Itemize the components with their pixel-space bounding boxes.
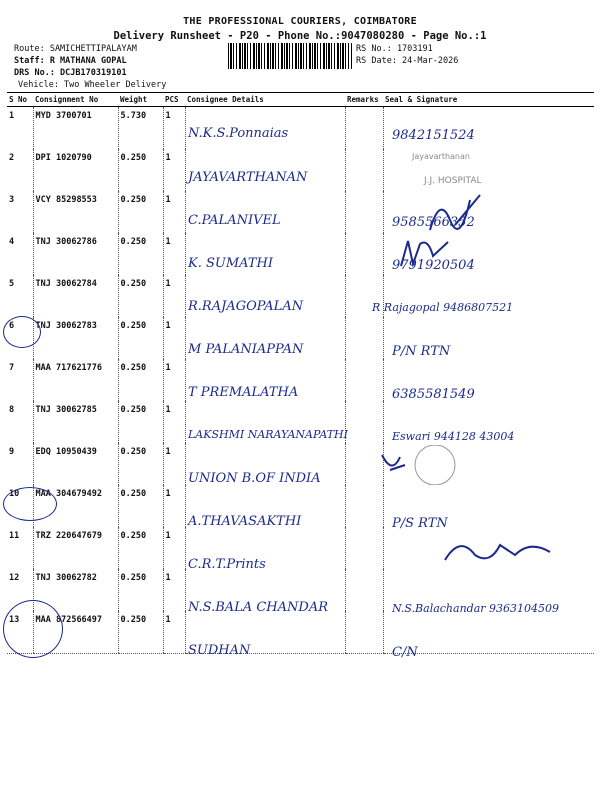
consignee-handwriting: SUDHAN	[188, 643, 251, 658]
col-remarks: Remarks	[345, 93, 383, 107]
weight: 0.250	[118, 443, 163, 485]
row-6-circle	[3, 316, 41, 348]
col-weight: Weight	[118, 93, 163, 107]
serial-number: 5	[9, 279, 15, 289]
consignment-number: TNJ 30062786	[33, 233, 118, 275]
consignment-number: MAA 717621776	[33, 359, 118, 401]
weight: 0.250	[118, 611, 163, 654]
weight: 0.250	[118, 317, 163, 359]
consignment-number: TRZ 220647679	[33, 527, 118, 569]
consignment-number: TNJ 30062784	[33, 275, 118, 317]
remarks-cell	[345, 191, 383, 233]
consignee-handwriting: JAYAVARTHANAN	[188, 170, 308, 185]
serial-number: 8	[9, 405, 15, 415]
consignee-handwriting: N.S.BALA CHANDAR	[188, 600, 328, 615]
consignment-number: MYD 3700701	[33, 107, 118, 150]
drs-number: DRS No.: DCJB170319101	[14, 68, 127, 78]
barcode	[228, 43, 352, 69]
table-row	[7, 359, 594, 401]
col-signature: Seal & Signature	[383, 93, 594, 107]
consignee-handwriting: LAKSHMI NARAYANAPATHI	[188, 428, 348, 441]
remarks-cell	[345, 149, 383, 191]
weight: 0.250	[118, 569, 163, 611]
serial-number: 9	[9, 447, 15, 457]
remarks-cell	[345, 107, 383, 150]
signature-handwriting: P/S RTN	[392, 516, 448, 531]
signature-handwriting: P/N RTN	[392, 344, 451, 359]
weight: 0.250	[118, 233, 163, 275]
pieces: 1	[163, 359, 185, 401]
col-pcs: PCS	[163, 93, 185, 107]
rs-date: RS Date: 24-Mar-2026	[356, 56, 459, 66]
table-row	[7, 611, 594, 654]
consignee-handwriting: M PALANIAPPAN	[188, 342, 304, 357]
remarks-cell	[345, 359, 383, 401]
weight: 0.250	[118, 275, 163, 317]
pieces: 1	[163, 191, 185, 233]
pieces: 1	[163, 401, 185, 443]
row-13-circle	[3, 600, 63, 658]
remarks-cell	[345, 401, 383, 443]
serial-number: 4	[9, 237, 15, 247]
consignee-handwriting: K. SUMATHI	[188, 256, 273, 271]
serial-number: 6	[9, 321, 15, 331]
stamp-org: J.J. HOSPITAL	[424, 176, 482, 186]
weight: 0.250	[118, 191, 163, 233]
runsheet-title: Delivery Runsheet - P20 - Phone No.:9047080280 - Page No.:1	[113, 30, 487, 42]
weight: 0.250	[118, 401, 163, 443]
pieces: 1	[163, 443, 185, 485]
row-10-circle	[3, 487, 57, 521]
col-sno: S No	[7, 93, 33, 107]
serial-number: 13	[7, 611, 33, 654]
signature-handwriting: 9585566352	[392, 215, 475, 230]
signature-handwriting: R Rajagopal 9486807521	[372, 301, 514, 314]
remarks-cell	[345, 443, 383, 485]
consignee-handwriting: C.R.T.Prints	[188, 557, 266, 572]
serial-number: 10	[9, 489, 20, 499]
serial-number: 7	[9, 363, 15, 373]
consignment-number: TNJ 30062785	[33, 401, 118, 443]
remarks-cell	[345, 317, 383, 359]
remarks-cell	[345, 611, 383, 654]
consignee-handwriting: C.PALANIVEL	[188, 213, 281, 228]
pieces: 1	[163, 527, 185, 569]
signature-scribble-11	[440, 530, 560, 570]
serial-number: 2	[9, 153, 15, 163]
weight: 0.250	[118, 485, 163, 527]
signature-handwriting: N.S.Balachandar 9363104509	[392, 602, 560, 615]
pieces: 1	[163, 485, 185, 527]
signature-handwriting: 6385581549	[392, 387, 475, 402]
serial-number: 1	[9, 111, 15, 121]
table-row	[7, 107, 594, 150]
consignment-number: MAA 872566497	[33, 611, 118, 654]
vehicle-label: Vehicle: Two Wheeler Delivery	[18, 80, 167, 90]
stamp-name: Jayavarthanan	[412, 152, 470, 161]
consignee-handwriting: N.K.S.Ponnaias	[188, 126, 289, 141]
consignee-handwriting: R.RAJAGOPALAN	[188, 299, 304, 314]
staff-label: Staff: R MATHANA GOPAL	[14, 56, 127, 66]
consignment-number: DPI 1020790	[33, 149, 118, 191]
consignee-handwriting: UNION B.OF INDIA	[188, 471, 321, 486]
col-consignee: Consignee Details	[185, 93, 345, 107]
route-label: Route: SAMICHETTIPALAYAM	[14, 44, 137, 54]
pieces: 1	[163, 149, 185, 191]
table-row	[7, 191, 594, 233]
serial-number: 3	[9, 195, 15, 205]
remarks-cell	[345, 485, 383, 527]
signature-scribble-4	[398, 236, 458, 271]
consignment-number: TNJ 30062783	[33, 317, 118, 359]
seal-scribble-9	[380, 445, 470, 485]
signature-handwriting: 9791920504	[392, 258, 475, 273]
table-header-row	[7, 93, 594, 107]
weight: 0.250	[118, 149, 163, 191]
remarks-cell	[345, 233, 383, 275]
signature-handwriting: C/N	[392, 645, 418, 660]
consignment-number: TNJ 30062782	[33, 569, 118, 611]
remarks-cell	[345, 527, 383, 569]
consignee-handwriting: A.THAVASAKTHI	[188, 514, 302, 529]
pieces: 1	[163, 233, 185, 275]
weight: 5.730	[118, 107, 163, 150]
rs-number: RS No.: 1703191	[356, 44, 433, 54]
signature-handwriting: 9842151524	[392, 128, 475, 143]
serial-number: 12	[9, 573, 20, 583]
pieces: 1	[163, 317, 185, 359]
col-consignment: Consignment No	[33, 93, 118, 107]
consignment-number: MAA 304679492	[33, 485, 118, 527]
company-title: THE PROFESSIONAL COURIERS, COIMBATORE	[183, 16, 417, 27]
pieces: 1	[163, 275, 185, 317]
weight: 0.250	[118, 527, 163, 569]
consignment-number: EDQ 10950439	[33, 443, 118, 485]
seal-stamp	[384, 150, 514, 190]
table-row	[7, 233, 594, 275]
consignment-number: VCY 85298553	[33, 191, 118, 233]
signature-handwriting: Eswari 944128 43004	[392, 430, 515, 443]
remarks-cell	[345, 569, 383, 611]
serial-number: 11	[9, 531, 20, 541]
pieces: 1	[163, 611, 185, 654]
weight: 0.250	[118, 359, 163, 401]
consignee-handwriting: T PREMALATHA	[188, 385, 299, 400]
pieces: 1	[163, 107, 185, 150]
signature-scribble-3	[425, 190, 485, 235]
pieces: 1	[163, 569, 185, 611]
